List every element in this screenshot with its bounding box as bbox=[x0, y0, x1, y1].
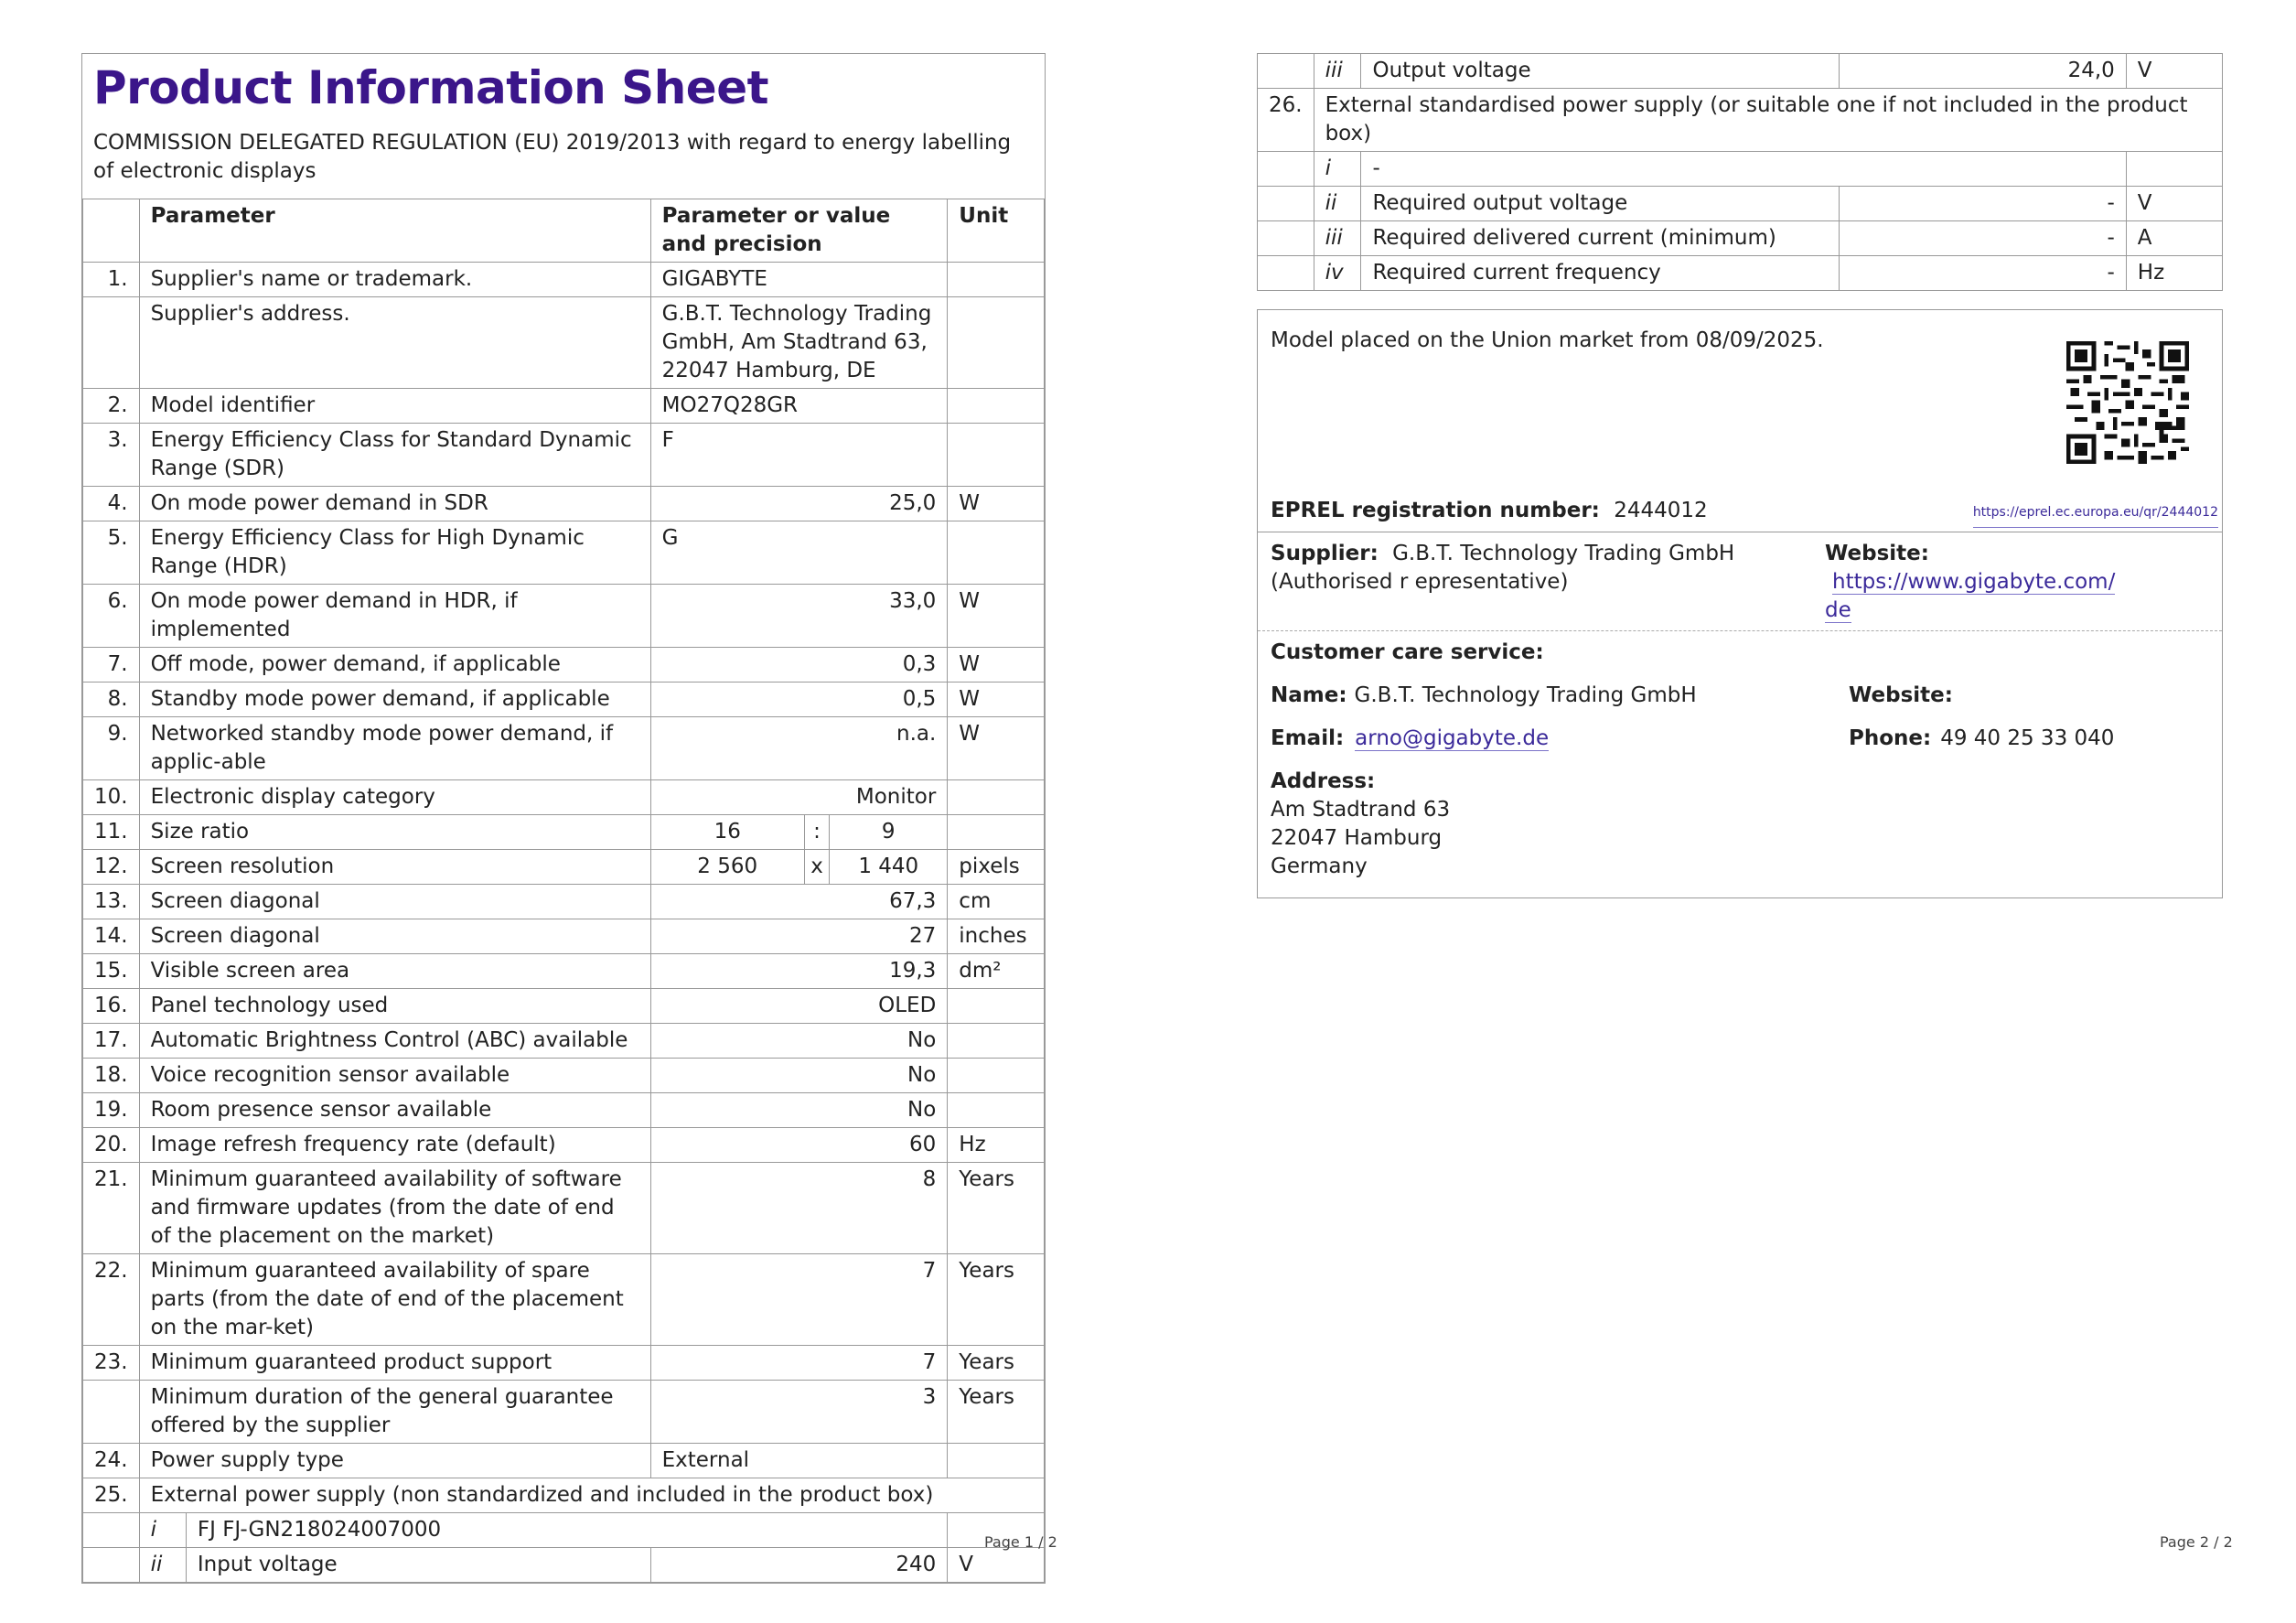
row-number: 11. bbox=[83, 815, 140, 850]
phone-label: Phone: bbox=[1849, 726, 1932, 750]
customer-care-label: Customer care service: bbox=[1271, 640, 1544, 664]
table-row bbox=[83, 648, 1045, 683]
row-parameter: Power supply type bbox=[139, 1444, 650, 1478]
row-unit: V bbox=[2126, 187, 2222, 221]
row-unit: A bbox=[2126, 221, 2222, 256]
row-parameter: Image refresh frequency rate (default) bbox=[139, 1128, 650, 1163]
row-unit: V bbox=[948, 1548, 1045, 1583]
row-value: 0,3 bbox=[650, 648, 948, 683]
row-unit: Hz bbox=[948, 1128, 1045, 1163]
name-row bbox=[1271, 682, 2209, 710]
page-2-footer: Page 2 / 2 bbox=[2160, 1533, 2233, 1551]
row-number: 1. bbox=[83, 263, 140, 297]
table-row bbox=[1258, 54, 2223, 89]
row-parameter: Panel technology used bbox=[139, 989, 650, 1024]
table-row bbox=[83, 815, 1045, 850]
table-row bbox=[83, 1346, 1045, 1381]
row-parameter: FJ FJ-GN218024007000 bbox=[186, 1513, 947, 1548]
row-number bbox=[1258, 221, 1314, 256]
table-row bbox=[83, 989, 1045, 1024]
row-value: 0,5 bbox=[650, 683, 948, 717]
row-number bbox=[83, 1381, 140, 1444]
table-row bbox=[1258, 187, 2223, 221]
row-parameter: Energy Efficiency Class for Standard Dynamic Range (SDR) bbox=[139, 424, 650, 487]
name-label: Name: bbox=[1271, 683, 1347, 707]
row-parameter: Size ratio bbox=[139, 815, 650, 850]
table-row bbox=[83, 919, 1045, 954]
row-number: 20. bbox=[83, 1128, 140, 1163]
table-row bbox=[1258, 152, 2223, 187]
row-value-a: 16 bbox=[650, 815, 804, 850]
row-value: G.B.T. Technology Trading GmbH, Am Stadtrand 63, 22047 Hamburg, DE bbox=[650, 297, 948, 389]
row-parameter: Required output voltage bbox=[1361, 187, 1839, 221]
row-number: 26. bbox=[1258, 89, 1314, 152]
row-value: GIGABYTE bbox=[650, 263, 948, 297]
row-parameter: External standardised power supply (or suitable one if not included in the product box) bbox=[1314, 89, 2222, 152]
row-number: 7. bbox=[83, 648, 140, 683]
row-parameter: Room presence sensor available bbox=[139, 1093, 650, 1128]
row-value-separator: x bbox=[804, 850, 829, 885]
row-value: 27 bbox=[650, 919, 948, 954]
row-unit: Years bbox=[948, 1163, 1045, 1254]
table-row bbox=[1258, 256, 2223, 291]
table-header-row bbox=[83, 199, 1045, 263]
row-value-a: 2 560 bbox=[650, 850, 804, 885]
row-parameter: Networked standby mode power demand, if applic-able bbox=[139, 717, 650, 780]
row-unit bbox=[948, 263, 1045, 297]
row-number: 14. bbox=[83, 919, 140, 954]
row-unit: Hz bbox=[2126, 256, 2222, 291]
row-number: 22. bbox=[83, 1254, 140, 1346]
page-title: Product Information Sheet bbox=[93, 61, 769, 114]
row-parameter: On mode power demand in HDR, if implemented bbox=[139, 585, 650, 648]
row-unit bbox=[948, 1059, 1045, 1093]
row-unit bbox=[948, 1024, 1045, 1059]
row-parameter: Electronic display category bbox=[139, 780, 650, 815]
table-row bbox=[83, 1163, 1045, 1254]
row-number: 21. bbox=[83, 1163, 140, 1254]
qr-code-icon[interactable] bbox=[2066, 341, 2189, 464]
page-2 bbox=[1257, 53, 2223, 898]
supplier-value: G.B.T. Technology Trading GmbH (Authorised r epresentative) bbox=[1271, 542, 1735, 594]
row-number: 12. bbox=[83, 850, 140, 885]
header-number bbox=[83, 199, 140, 263]
table-row bbox=[83, 1513, 1045, 1548]
table-row bbox=[83, 717, 1045, 780]
row-parameter: Screen diagonal bbox=[139, 885, 650, 919]
phone-value: 49 40 25 33 040 bbox=[1940, 726, 2115, 750]
row-number: 13. bbox=[83, 885, 140, 919]
row-unit bbox=[948, 297, 1045, 389]
row-sub-index: iii bbox=[1314, 221, 1361, 256]
row-number: 9. bbox=[83, 717, 140, 780]
row-unit: W bbox=[948, 683, 1045, 717]
row-number bbox=[83, 1548, 140, 1583]
row-unit: W bbox=[948, 487, 1045, 521]
row-parameter: Voice recognition sensor available bbox=[139, 1059, 650, 1093]
website-link[interactable]: https://www.gigabyte.com/ bbox=[1832, 570, 2116, 594]
row-unit: W bbox=[948, 585, 1045, 648]
row-value: n.a. bbox=[650, 717, 948, 780]
row-number: 3. bbox=[83, 424, 140, 487]
table-row bbox=[83, 1254, 1045, 1346]
row-unit: pixels bbox=[948, 850, 1045, 885]
website-label: Website: bbox=[1825, 542, 1929, 565]
row-parameter: Supplier's address. bbox=[139, 297, 650, 389]
supplier-block bbox=[1271, 540, 1825, 625]
row-number: 24. bbox=[83, 1444, 140, 1478]
row-parameter: Visible screen area bbox=[139, 954, 650, 989]
product-info-table bbox=[82, 199, 1045, 1583]
customer-care-section bbox=[1258, 630, 2222, 897]
row-parameter: Model identifier bbox=[139, 389, 650, 424]
row-value-b: 9 bbox=[830, 815, 948, 850]
row-unit bbox=[948, 815, 1045, 850]
website-block bbox=[1825, 540, 2209, 625]
regulation-subtitle: COMMISSION DELEGATED REGULATION (EU) 2019/2013 with regard to energy labelling of electronic displays bbox=[93, 131, 1012, 183]
row-number bbox=[1258, 152, 1314, 187]
row-value: 24,0 bbox=[1839, 54, 2126, 89]
row-unit: Years bbox=[948, 1381, 1045, 1444]
row-sub-index: ii bbox=[1314, 187, 1361, 221]
row-value: Monitor bbox=[650, 780, 948, 815]
row-value: 7 bbox=[650, 1346, 948, 1381]
row-value: 19,3 bbox=[650, 954, 948, 989]
row-value: - bbox=[1839, 256, 2126, 291]
row-parameter: Minimum duration of the general guarantee offered by the supplier bbox=[139, 1381, 650, 1444]
table-row bbox=[83, 885, 1045, 919]
eprel-info-box bbox=[1257, 309, 2223, 898]
row-number: 18. bbox=[83, 1059, 140, 1093]
row-unit bbox=[948, 780, 1045, 815]
row-parameter: Standby mode power demand, if applicable bbox=[139, 683, 650, 717]
row-parameter: Minimum guaranteed availability of software and firmware updates (from the date of end of the placement on the market) bbox=[139, 1163, 650, 1254]
row-value: 7 bbox=[650, 1254, 948, 1346]
table-row bbox=[83, 521, 1045, 585]
row-parameter: Input voltage bbox=[186, 1548, 650, 1583]
row-number: 10. bbox=[83, 780, 140, 815]
row-unit: Years bbox=[948, 1254, 1045, 1346]
row-number: 16. bbox=[83, 989, 140, 1024]
row-parameter: Output voltage bbox=[1361, 54, 1839, 89]
row-parameter: Automatic Brightness Control (ABC) available bbox=[139, 1024, 650, 1059]
table-row bbox=[83, 683, 1045, 717]
table-row bbox=[83, 1444, 1045, 1478]
row-unit: V bbox=[2126, 54, 2222, 89]
row-parameter: Screen diagonal bbox=[139, 919, 650, 954]
email-row bbox=[1271, 725, 2209, 753]
row-value: - bbox=[1839, 187, 2126, 221]
row-unit bbox=[948, 389, 1045, 424]
row-sub-index: i bbox=[1314, 152, 1361, 187]
row-number bbox=[83, 1513, 140, 1548]
row-parameter: - bbox=[1361, 152, 2126, 187]
eprel-label: EPREL registration number: bbox=[1271, 499, 1600, 522]
table-row bbox=[83, 1093, 1045, 1128]
table-row bbox=[83, 780, 1045, 815]
cc-website-label: Website: bbox=[1849, 683, 1953, 707]
row-value: 25,0 bbox=[650, 487, 948, 521]
email-link[interactable]: arno@gigabyte.de bbox=[1355, 726, 1550, 750]
header-unit: Unit bbox=[948, 199, 1045, 263]
row-number: 25. bbox=[83, 1478, 140, 1513]
table-row bbox=[1258, 221, 2223, 256]
row-value: No bbox=[650, 1093, 948, 1128]
row-number bbox=[1258, 187, 1314, 221]
row-parameter: Off mode, power demand, if applicable bbox=[139, 648, 650, 683]
row-unit bbox=[2126, 152, 2222, 187]
row-number: 6. bbox=[83, 585, 140, 648]
table-row bbox=[83, 424, 1045, 487]
market-placement-text: Model placed on the Union market from 08/09/2025. bbox=[1271, 328, 1824, 352]
supplier-label: Supplier: bbox=[1271, 542, 1379, 565]
row-number: 8. bbox=[83, 683, 140, 717]
row-unit: inches bbox=[948, 919, 1045, 954]
website-link-continuation[interactable]: de bbox=[1825, 598, 1851, 622]
row-parameter: Energy Efficiency Class for High Dynamic Range (HDR) bbox=[139, 521, 650, 585]
row-number: 19. bbox=[83, 1093, 140, 1128]
row-unit bbox=[948, 1093, 1045, 1128]
row-parameter: External power supply (non standardized and included in the product box) bbox=[139, 1478, 1044, 1513]
address-line: Am Stadtrand 63 bbox=[1271, 798, 1451, 822]
row-value: 33,0 bbox=[650, 585, 948, 648]
table-row bbox=[83, 850, 1045, 885]
row-sub-index: ii bbox=[139, 1548, 186, 1583]
power-supply-table bbox=[1257, 53, 2223, 291]
table-row bbox=[83, 954, 1045, 989]
eprel-link[interactable]: https://eprel.ec.europa.eu/qr/2444012 bbox=[1973, 499, 2218, 528]
table-row bbox=[83, 1128, 1045, 1163]
row-number: 5. bbox=[83, 521, 140, 585]
row-value: F bbox=[650, 424, 948, 487]
row-sub-index: iv bbox=[1314, 256, 1361, 291]
header-parameter: Parameter bbox=[139, 199, 650, 263]
page-1 bbox=[81, 53, 1046, 1584]
page-1-footer: Page 1 / 2 bbox=[984, 1533, 1057, 1551]
row-unit: Years bbox=[948, 1346, 1045, 1381]
row-unit bbox=[948, 424, 1045, 487]
row-value: 240 bbox=[650, 1548, 948, 1583]
row-value: 8 bbox=[650, 1163, 948, 1254]
email-label: Email: bbox=[1271, 726, 1345, 750]
row-value: MO27Q28GR bbox=[650, 389, 948, 424]
table-row bbox=[83, 585, 1045, 648]
address-label: Address: bbox=[1271, 769, 1376, 793]
row-parameter: Screen resolution bbox=[139, 850, 650, 885]
table-row bbox=[83, 263, 1045, 297]
row-value: External bbox=[650, 1444, 948, 1478]
row-value: G bbox=[650, 521, 948, 585]
table-row bbox=[83, 1381, 1045, 1444]
row-value: 60 bbox=[650, 1128, 948, 1163]
row-number bbox=[1258, 54, 1314, 89]
row-number: 17. bbox=[83, 1024, 140, 1059]
table-row bbox=[83, 1548, 1045, 1583]
row-parameter: Supplier's name or trademark. bbox=[139, 263, 650, 297]
row-value-separator: : bbox=[804, 815, 829, 850]
row-value: No bbox=[650, 1059, 948, 1093]
name-value: G.B.T. Technology Trading GmbH bbox=[1354, 683, 1697, 707]
row-unit bbox=[948, 521, 1045, 585]
row-unit: cm bbox=[948, 885, 1045, 919]
row-value: 3 bbox=[650, 1381, 948, 1444]
eprel-number: 2444012 bbox=[1614, 499, 1708, 522]
address-line: 22047 Hamburg bbox=[1271, 826, 1443, 850]
table-row bbox=[83, 297, 1045, 389]
row-sub-index: i bbox=[139, 1513, 186, 1548]
table-row bbox=[83, 487, 1045, 521]
row-unit bbox=[948, 989, 1045, 1024]
row-number: 2. bbox=[83, 389, 140, 424]
row-value: OLED bbox=[650, 989, 948, 1024]
table-row bbox=[83, 1478, 1045, 1513]
row-value: 67,3 bbox=[650, 885, 948, 919]
row-parameter: Minimum guaranteed availability of spare parts (from the date of end of the placement on the mar-ket) bbox=[139, 1254, 650, 1346]
row-parameter: On mode power demand in SDR bbox=[139, 487, 650, 521]
row-unit bbox=[948, 1444, 1045, 1478]
address-line: Germany bbox=[1271, 854, 1368, 878]
table-row bbox=[83, 389, 1045, 424]
table-row bbox=[83, 1024, 1045, 1059]
table-row bbox=[83, 1059, 1045, 1093]
row-number: 15. bbox=[83, 954, 140, 989]
row-unit: W bbox=[948, 717, 1045, 780]
row-parameter: Required current frequency bbox=[1361, 256, 1839, 291]
row-parameter: Minimum guaranteed product support bbox=[139, 1346, 650, 1381]
row-parameter: Required delivered current (minimum) bbox=[1361, 221, 1839, 256]
row-value: No bbox=[650, 1024, 948, 1059]
row-number bbox=[83, 297, 140, 389]
row-unit: W bbox=[948, 648, 1045, 683]
row-value: - bbox=[1839, 221, 2126, 256]
table-row bbox=[1258, 89, 2223, 152]
row-unit: dm² bbox=[948, 954, 1045, 989]
row-sub-index: iii bbox=[1314, 54, 1361, 89]
row-number: 23. bbox=[83, 1346, 140, 1381]
supplier-row bbox=[1258, 532, 2222, 625]
row-number: 4. bbox=[83, 487, 140, 521]
row-number bbox=[1258, 256, 1314, 291]
row-value-b: 1 440 bbox=[830, 850, 948, 885]
header-value: Parameter or value and precision bbox=[650, 199, 948, 263]
